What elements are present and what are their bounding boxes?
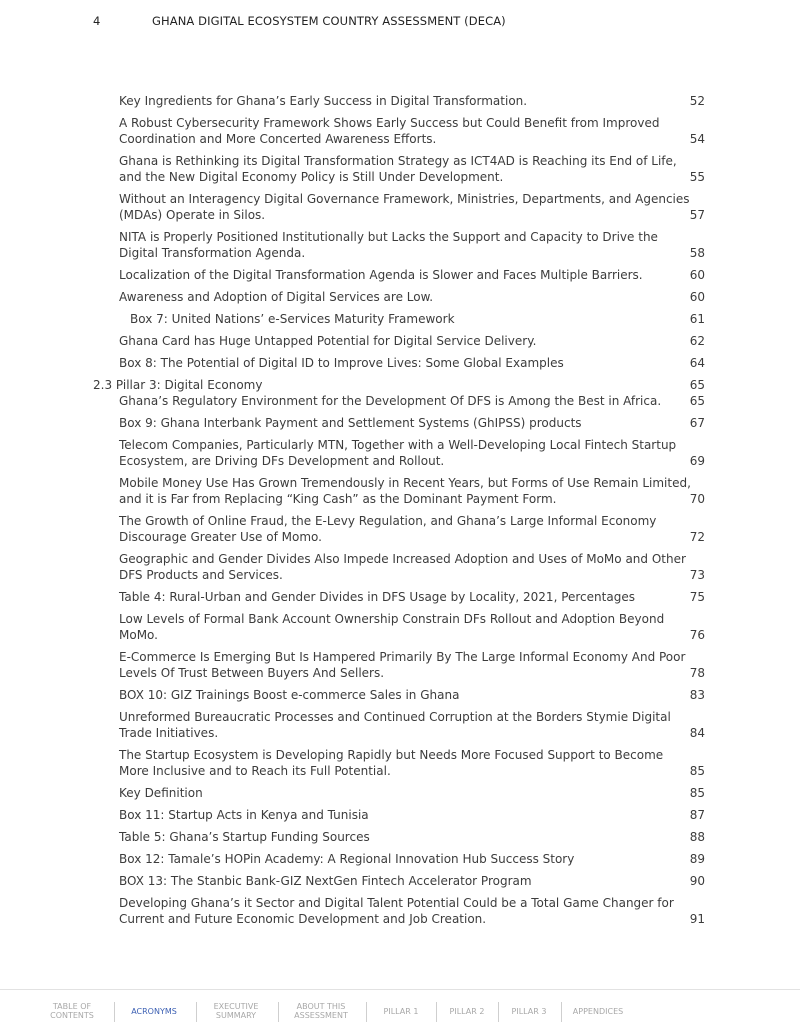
nav-divider xyxy=(278,1002,279,1022)
toc-entry-page: 85 xyxy=(689,786,705,800)
page-number: 4 xyxy=(93,14,101,28)
toc-entry[interactable] xyxy=(130,311,800,327)
toc-entry-title: Developing Ghana’s it Sector and Digital Talent Potential Could be a Total Game Changer for Current and Future Economic Development and Job Creation. xyxy=(119,896,674,926)
toc-entry-page: 54 xyxy=(689,132,705,146)
toc-entry[interactable] xyxy=(119,851,800,867)
toc-entry[interactable] xyxy=(119,191,800,223)
toc-entry[interactable] xyxy=(119,785,800,801)
toc-entry-page: 85 xyxy=(689,764,705,778)
toc-entry-page: 91 xyxy=(689,912,705,926)
nav-divider xyxy=(366,1002,367,1022)
toc-entry-title: Key Definition xyxy=(119,786,203,800)
nav-label-line1: EXECUTIVE xyxy=(213,1002,259,1011)
toc-entry-page: 60 xyxy=(689,268,705,282)
toc-entry[interactable] xyxy=(119,747,800,779)
toc-entry-title: BOX 13: The Stanbic Bank-GIZ NextGen Fintech Accelerator Program xyxy=(119,874,532,888)
toc-entry[interactable] xyxy=(119,895,800,927)
toc-entry-page: 84 xyxy=(689,726,705,740)
nav-label-line2: CONTENTS xyxy=(50,1011,94,1020)
nav-label: PILLAR 3 xyxy=(511,1007,547,1016)
toc-entry-page: 65 xyxy=(689,394,705,408)
nav-pillar-1[interactable] xyxy=(374,1007,428,1016)
toc-entry-page: 78 xyxy=(689,666,705,680)
toc-entry-title: The Growth of Online Fraud, the E-Levy Regulation, and Ghana’s Large Informal Economy Discourage Greater Use of Momo. xyxy=(119,514,657,544)
document-title: GHANA DIGITAL ECOSYSTEM COUNTRY ASSESSMENT (DECA) xyxy=(152,14,506,28)
toc-entry-title: A Robust Cybersecurity Framework Shows Early Success but Could Benefit from Improved Coordination and More Concerted Awareness Efforts. xyxy=(119,116,660,146)
toc-entry-title: Telecom Companies, Particularly MTN, Together with a Well-Developing Local Fintech Startup Ecosystem, are Driving DFs Development and Rollout. xyxy=(119,438,677,468)
toc-entry-page: 57 xyxy=(689,208,705,222)
toc-entry[interactable] xyxy=(119,393,800,409)
toc-entry-page: 62 xyxy=(689,334,705,348)
toc-entry-page: 83 xyxy=(689,688,705,702)
toc-entry-title: E-Commerce Is Emerging But Is Hampered Primarily By The Large Informal Economy And Poor Levels Of Trust Between Buyers And Sellers. xyxy=(119,650,686,680)
nav-acronyms[interactable] xyxy=(124,1007,184,1016)
toc-entry-title: Box 8: The Potential of Digital ID to Improve Lives: Some Global Examples xyxy=(119,356,564,370)
nav-label: APPENDICES xyxy=(572,1007,624,1016)
toc-entry[interactable] xyxy=(119,115,800,147)
nav-about-this-assessment[interactable] xyxy=(288,1002,354,1020)
toc-entry-title: Mobile Money Use Has Grown Tremendously in Recent Years, but Forms of Use Remain Limited, and it is Far from Replacing “King Cash” as the Dominant Payment Form. xyxy=(119,476,691,506)
toc-entry[interactable] xyxy=(119,93,800,109)
nav-label-line1: TABLE OF xyxy=(52,1002,92,1011)
toc-entry-title: The Startup Ecosystem is Developing Rapidly but Needs More Focused Support to Become More Inclusive and to Reach its Full Potential. xyxy=(119,748,664,778)
toc-entry-page: 64 xyxy=(689,356,705,370)
toc-entry-page: 69 xyxy=(689,454,705,468)
toc-entry-title: 2.3 Pillar 3: Digital Economy xyxy=(93,378,263,392)
toc-entry[interactable] xyxy=(119,415,800,431)
toc-entry[interactable] xyxy=(119,437,800,469)
toc-entry-title: Ghana Card has Huge Untapped Potential for Digital Service Delivery. xyxy=(119,334,537,348)
nav-divider xyxy=(196,1002,197,1022)
toc-section-heading[interactable] xyxy=(93,377,800,393)
toc-entry-title: Awareness and Adoption of Digital Services are Low. xyxy=(119,290,434,304)
toc-entry-page: 55 xyxy=(689,170,705,184)
toc-entry-title: BOX 10: GIZ Trainings Boost e-commerce Sales in Ghana xyxy=(119,688,460,702)
toc-entry-page: 60 xyxy=(689,290,705,304)
toc-entry-title: Table 4: Rural-Urban and Gender Divides in DFS Usage by Locality, 2021, Percentages xyxy=(119,590,635,604)
toc-entry-page: 76 xyxy=(689,628,705,642)
nav-label-line2: ASSESSMENT xyxy=(294,1011,348,1020)
toc-entry-title: Box 12: Tamale’s HOPin Academy: A Regional Innovation Hub Success Story xyxy=(119,852,575,866)
toc-entry[interactable] xyxy=(119,829,800,845)
toc-entry-page: 72 xyxy=(689,530,705,544)
table-of-contents xyxy=(0,93,800,927)
page-header xyxy=(0,14,800,32)
nav-table-of-contents[interactable] xyxy=(44,1002,100,1020)
nav-label-line2: SUMMARY xyxy=(215,1011,257,1020)
toc-entry[interactable] xyxy=(119,551,800,583)
toc-entry-title: Unreformed Bureaucratic Processes and Continued Corruption at the Borders Stymie Digital Trade Initiatives. xyxy=(119,710,671,740)
toc-entry-page: 73 xyxy=(689,568,705,582)
toc-entry-page: 75 xyxy=(689,590,705,604)
toc-entry-page: 87 xyxy=(689,808,705,822)
toc-entry-title: Ghana’s Regulatory Environment for the Development Of DFS is Among the Best in Africa. xyxy=(119,394,662,408)
nav-label: PILLAR 1 xyxy=(383,1007,419,1016)
nav-pillar-2[interactable] xyxy=(440,1007,494,1016)
footer-navigation xyxy=(0,989,800,1036)
toc-entry[interactable] xyxy=(119,513,800,545)
nav-executive-summary[interactable] xyxy=(206,1002,266,1020)
toc-entry-title: Ghana is Rethinking its Digital Transformation Strategy as ICT4AD is Reaching its End of Life, and the New Digital Economy Policy is Still Under Development. xyxy=(119,154,677,184)
toc-entry[interactable] xyxy=(119,611,800,643)
nav-label: ACRONYMS xyxy=(131,1007,177,1016)
toc-entry-page: 89 xyxy=(689,852,705,866)
nav-divider xyxy=(498,1002,499,1022)
toc-entry[interactable] xyxy=(119,289,800,305)
nav-divider xyxy=(561,1002,562,1022)
toc-entry[interactable] xyxy=(119,807,800,823)
toc-entry-title: Without an Interagency Digital Governance Framework, Ministries, Departments, and Agencies (MDAs) Operate in Silos. xyxy=(119,192,690,222)
toc-entry-title: Low Levels of Formal Bank Account Ownership Constrain DFs Rollout and Adoption Beyond MoMo. xyxy=(119,612,665,642)
toc-entry-page: 61 xyxy=(689,312,705,326)
nav-label: PILLAR 2 xyxy=(449,1007,485,1016)
toc-entry-page: 88 xyxy=(689,830,705,844)
toc-entry[interactable] xyxy=(119,475,800,507)
toc-entry-title: Localization of the Digital Transformation Agenda is Slower and Faces Multiple Barriers. xyxy=(119,268,643,282)
toc-entry[interactable] xyxy=(119,229,800,261)
toc-entry[interactable] xyxy=(119,649,800,681)
toc-entry[interactable] xyxy=(119,333,800,349)
toc-entry-page: 58 xyxy=(689,246,705,260)
nav-divider xyxy=(436,1002,437,1022)
nav-label-line1: ABOUT THIS xyxy=(296,1002,346,1011)
toc-entry-page: 70 xyxy=(689,492,705,506)
toc-entry-title: NITA is Properly Positioned Institutionally but Lacks the Support and Capacity to Drive the Digital Transformation Agenda. xyxy=(119,230,658,260)
toc-entry-title: Box 7: United Nations’ e-Services Maturity Framework xyxy=(130,312,455,326)
toc-entry-page: 52 xyxy=(689,94,705,108)
toc-entry-title: Key Ingredients for Ghana’s Early Success in Digital Transformation. xyxy=(119,94,528,108)
nav-pillar-3[interactable] xyxy=(502,1007,556,1016)
nav-divider xyxy=(114,1002,115,1022)
toc-entry-page: 65 xyxy=(689,378,705,392)
toc-entry[interactable] xyxy=(119,873,800,889)
toc-entry-page: 67 xyxy=(689,416,705,430)
toc-entry[interactable] xyxy=(119,709,800,741)
toc-entry-title: Box 9: Ghana Interbank Payment and Settlement Systems (GhIPSS) products xyxy=(119,416,582,430)
toc-entry[interactable] xyxy=(119,355,800,371)
toc-entry[interactable] xyxy=(119,153,800,185)
toc-entry-title: Box 11: Startup Acts in Kenya and Tunisia xyxy=(119,808,369,822)
toc-entry-title: Geographic and Gender Divides Also Impede Increased Adoption and Uses of MoMo and Other DFS Products and Services. xyxy=(119,552,686,582)
toc-entry-page: 90 xyxy=(689,874,705,888)
nav-appendices[interactable] xyxy=(566,1007,630,1016)
toc-entry[interactable] xyxy=(119,267,800,283)
toc-entry-title: Table 5: Ghana’s Startup Funding Sources xyxy=(119,830,370,844)
toc-entry[interactable] xyxy=(119,687,800,703)
toc-entry[interactable] xyxy=(119,589,800,605)
